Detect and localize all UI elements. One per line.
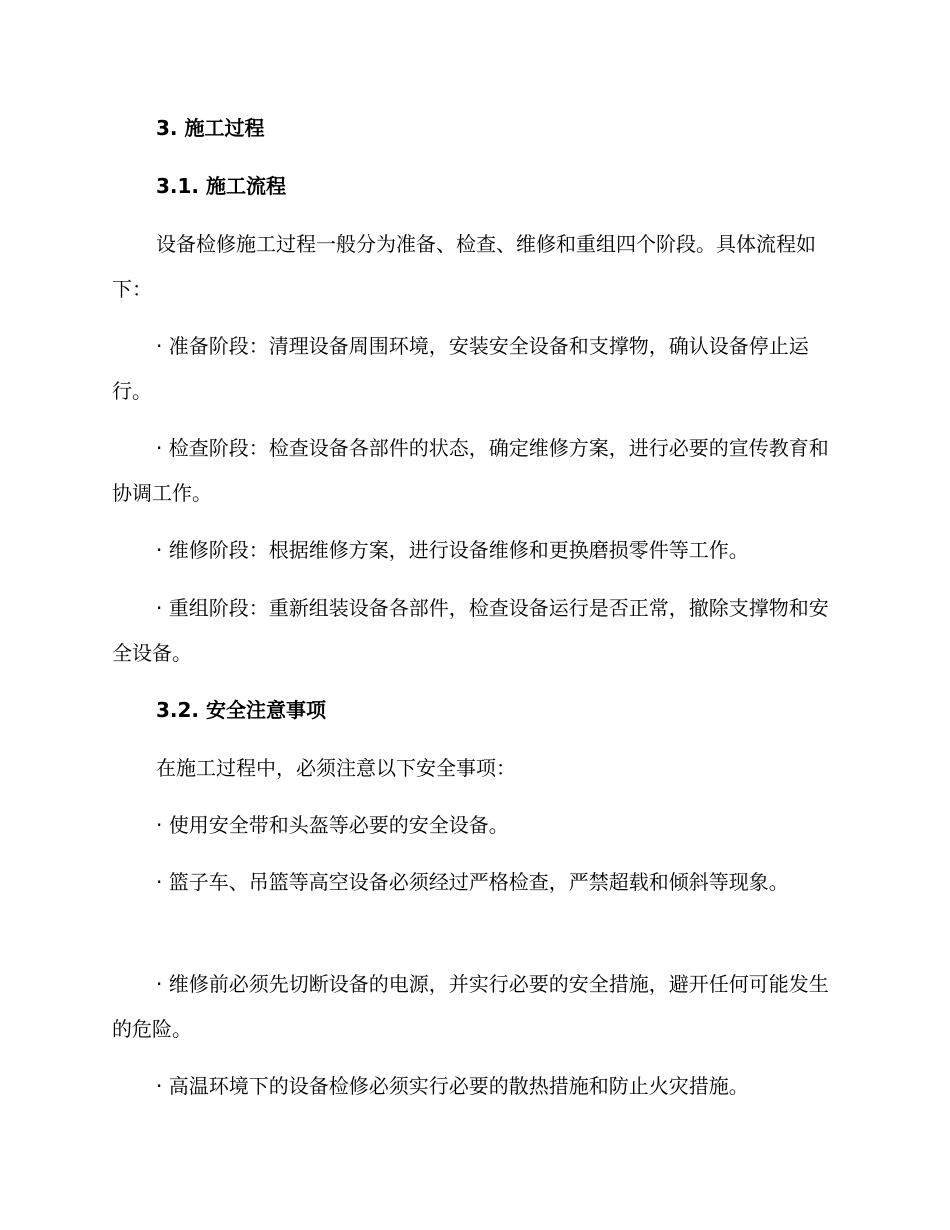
safety-item-power-off: · 维修前必须先切断设备的电源，并实行必要的安全措施，避开任何可能发生的危险。: [112, 972, 829, 1041]
stage-item-prepare: · 准备阶段：清理设备周围环境，安装安全设备和支撑物，确认设备停止运行。: [112, 334, 809, 403]
section-3-2-intro-paragraph: 在施工过程中，必须注意以下安全事项：: [156, 756, 516, 780]
section-3-1-intro-paragraph: 设备检修施工过程一般分为准备、检查、维修和重组四个阶段。具体流程如下：: [112, 232, 816, 301]
safety-item-high-temperature: · 高温环境下的设备检修必须实行必要的散热措施和防止火灾措施。: [156, 1074, 749, 1098]
stage-item-repair: · 维修阶段：根据维修方案，进行设备维修和更换磨损零件等工作。: [156, 538, 749, 562]
section-3-2-heading: 3.2. 安全注意事项: [156, 698, 326, 722]
section-3-1-heading: 3.1. 施工流程: [156, 174, 286, 198]
section-3-heading: 3. 施工过程: [156, 116, 265, 140]
safety-item-aerial-equipment: · 篮子车、吊篮等高空设备必须经过严格检查，严禁超载和倾斜等现象。: [156, 870, 789, 894]
stage-item-reassemble: · 重组阶段：重新组装设备各部件，检查设备运行是否正常，撤除支撑物和安全设备。: [112, 596, 829, 665]
safety-item-equipment: · 使用安全带和头盔等必要的安全设备。: [156, 813, 509, 837]
stage-item-inspect: · 检查阶段：检查设备各部件的状态，确定维修方案，进行必要的宣传教育和协调工作。: [112, 436, 829, 505]
